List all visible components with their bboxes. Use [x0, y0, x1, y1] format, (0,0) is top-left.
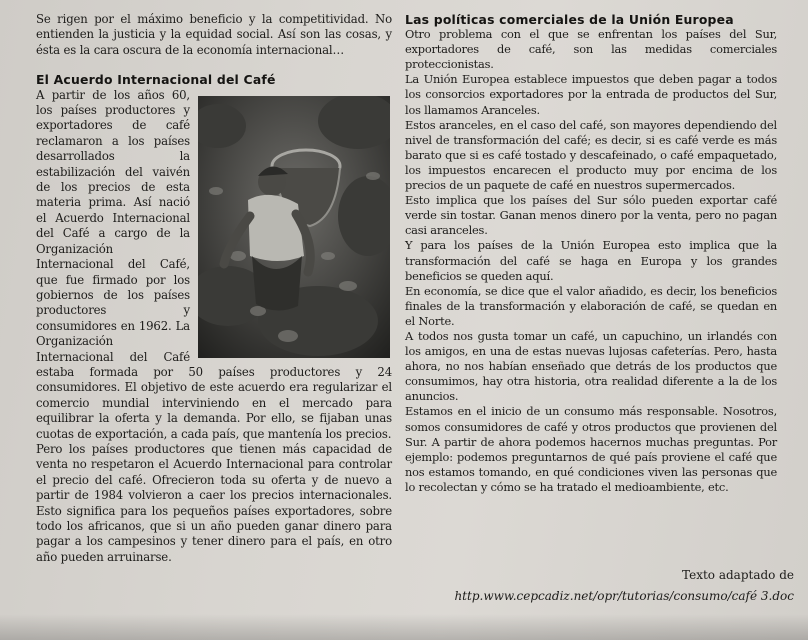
- source-label: Texto adaptado de: [682, 568, 794, 582]
- ue-paragraph-6: En economía, se dice que el valor añadido, es decir, los beneficios finales de la transformación y elaboración de café, se quedan en el Norte.: [405, 283, 777, 328]
- section-title-acuerdo: El Acuerdo Internacional del Café: [36, 72, 276, 88]
- coffee-picker-image: [198, 96, 390, 358]
- ue-paragraph-7: A todos nos gusta tomar un café, un capuchino, un irlandés con los amigos, en una de estas nuevas lujosas cafeterías. Pero, hasta ahora, no nos habían enseñado que detrás de los productos que consumimos, hay otra historia, otra realidad diferente a la de los anuncios.: [405, 328, 777, 404]
- ue-paragraph-3: Estos aranceles, en el caso del café, son mayores dependiendo del nivel de transformación del café; es decir, si es café verde es más barato que si es café tostado y descafeinado, o café empaquetado, los impuestos encarecen el producto muy por encima de los precios de un paquete de café en nuestros supermercados.: [405, 117, 777, 193]
- ue-paragraph-8: Estamos en el inicio de un consumo más responsable. Nosotros, somos consumidores de café y otros productos que provienen del Sur. A partir de ahora podemos hacernos muchas preguntas. Por ejemplo: podemos preguntarnos de qué país proviene el café que nos estamos tomando, en qué condiciones viven las personas que lo recolectan y cómo se ha tratado el medioambiente, etc.: [405, 404, 777, 494]
- source-url: http.www.cepcadiz.net/opr/tutorias/consumo/café 3.doc: [454, 589, 794, 603]
- left-column: [36, 12, 392, 565]
- page-shadow: [0, 614, 808, 640]
- intro-paragraph: Se rigen por el máximo beneficio y la competitividad. No entienden la justicia y la equidad social. Así son las cosas, y ésta es la cara oscura de la economía internacional…: [36, 12, 392, 57]
- acuerdo-paragraph-2: Pero los países productores que tienen más capacidad de venta no respetaron el Acuerdo Internacional para controlar el precio del café. Ofrecieron toda su oferta y de nuevo a partir de 1984 volvieron a caer los precios internacionales. Esto significa para los pequeños países exportadores, sobre todo los africanos, que si un año pueden ganar dinero para pagar a los campesinos y tener dinero para el país, en otro año pueden arruinarse.: [36, 441, 392, 564]
- ue-paragraph-5: Y para los países de la Unión Europea esto implica que la transformación del café se haga en Europa y los grandes beneficios se queden aquí.: [405, 238, 777, 283]
- source-credit: [414, 564, 794, 603]
- coffee-picker-photo: [198, 96, 390, 358]
- ue-paragraph-2: La Unión Europea establece impuestos que deben pagar a todos los consorcios exportadores por la entrada de productos del Sur, los llamamos Aranceles.: [405, 72, 777, 117]
- ue-paragraph-1: Otro problema con el que se enfrentan los países del Sur, exportadores de café, son las medidas comerciales proteccionistas.: [405, 27, 777, 72]
- ue-paragraph-4: Esto implica que los países del Sur sólo pueden exportar café verde sin tostar. Ganan menos dinero por la venta, pero no pagan casi aranceles.: [405, 193, 777, 238]
- section-title-union-europea: Las políticas comerciales de la Unión Europea: [405, 12, 734, 27]
- acuerdo-paragraph-1: A partir de los años 60, los países productores y exportadores de café reclamaron a los países desarrollados la estabilización del vaivén de los precios de esta materia prima. Así nació el Acuerdo Internacional del Café a cargo de la Organización Internacional del Café, que fue firmado por los gobiernos de los países productores y consumidores en 1962. La Organización Internacional del Café estaba formada por 50 países productores y 24 consumidores. El objetivo de este acuerdo era regularizar el comercio mundial interviniendo en el mercado para equilibrar la oferta y la demanda. Por ello, se fijaban unas cuotas de exportación, a cada país, que mantenía los precios.: [36, 87, 392, 441]
- right-column: [405, 12, 777, 495]
